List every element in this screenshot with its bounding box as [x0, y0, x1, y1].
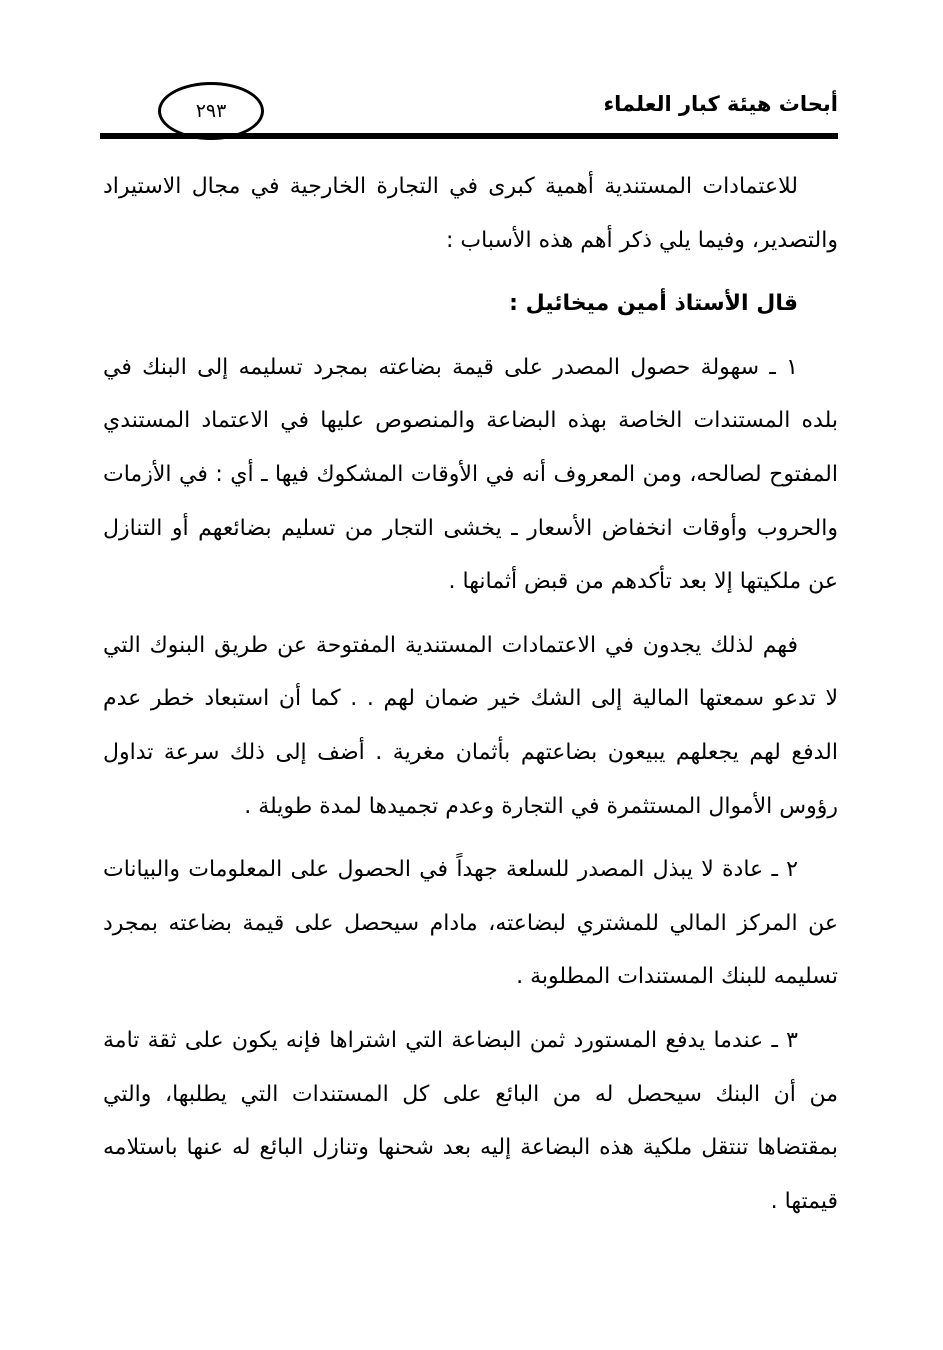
page-number-oval: [158, 82, 264, 140]
paragraph-point-1-continued: فهم لذلك يجدون في الاعتمادات المستندية المفتوحة عن طريق البنوك التي لا تدعو سمعتها المالية إلى الشك خير ضمان لهم . . كما أن استبعاد خطر عدم الدفع لهم يجعلهم يبيعون بضاعتهم بأثمان مغرية . أضف إلى ذلك سرعة تداول رؤوس الأموال المستثمرة في التجارة وعدم تجميدها لمدة طويلة .: [103, 632, 838, 819]
paragraph-point-2: ٢ ـ عادة لا يبذل المصدر للسلعة جهداً في الحصول على المعلومات والبيانات عن المركز المالي للمشتري لبضاعته، مادام سيحصل على قيمة بضاعته بمجرد تسليمه للبنك المستندات المطلوبة .: [103, 857, 838, 990]
paragraph-point-1: ١ ـ سهولة حصول المصدر على قيمة بضاعته بمجرد تسليمه إلى البنك في بلده المستندات الخاصة بهذه البضاعة والمنصوص عليها في الاعتماد المستندي المفتوح لصالحه، ومن المعروف أنه في الأوقات المشكوك فيها ـ أي : في الأزمات والحروب وأوقات انخفاض الأسعار ـ يخشى التجار من تسليم بضائعهم أو التنازل عن ملكيتها إلا بعد تأكدهم من قبض أثمانها .: [103, 354, 838, 595]
paragraph-quote-heading: قال الأستاذ أمين ميخائيل :: [509, 291, 798, 317]
running-title: أبحاث هيئة كبار العلماء: [603, 92, 838, 116]
header-rule: [100, 133, 838, 139]
paragraph-point-3: ٣ ـ عندما يدفع المستورد ثمن البضاعة التي اشتراها فإنه يكون على ثقة تامة من أن البنك سيحصل له من البائع على كل المستندات التي يطلبها، والتي بمقتضاها تنتقل ملكية هذه البضاعة إليه بعد شحنها وتنازل البائع له عنها باستلامه قيمتها .: [103, 1027, 838, 1214]
paragraph-intro: للاعتمادات المستندية أهمية كبرى في التجارة الخارجية في مجال الاستيراد والتصدير، وفيما يلي ذكر أهم هذه الأسباب :: [103, 174, 838, 253]
body-text: [103, 160, 838, 1228]
page-number: ٢٩٣: [195, 100, 227, 122]
